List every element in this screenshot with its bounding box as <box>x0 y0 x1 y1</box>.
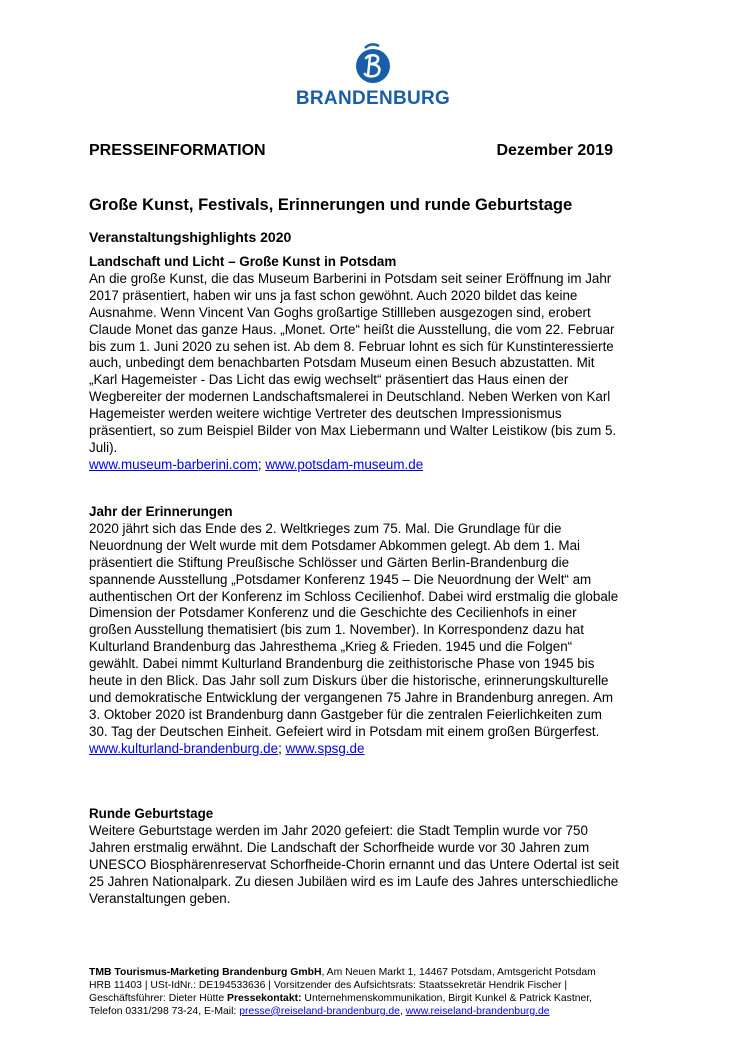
section-links <box>89 741 619 758</box>
section-links <box>89 457 619 474</box>
section-body: An die große Kunst, die das Museum Barberini in Potsdam seit seiner Eröffnung im Jahr 2017 präsentiert, haben wir uns ja fast schon gewöhnt. Auch 2020 bildet das keine Ausnahme. Wenn Vincent Van Goghs großartige Stillleben ausgezogen sind, erobert Claude Monet das ganze Haus. „Monet. Orte“ heißt die Ausstellung, die vom 22. Februar bis zum 1. Juni 2020 zu sehen ist. Ab dem 8. Februar lohnt es sich für Kunstinteressierte auch, unbedingt dem benachbarten Potsdam Museum einen Besuch abzustatten. Mit „Karl Hagemeister - Das Licht das ewig wechselt“ präsentiert das Haus einen der Wegbereiter der modernen Landschaftsmalerei in Deutschland. Neben Werken von Karl Hagemeister werden weitere wichtige Vertreter des deutschen Impressionismus präsentiert, so zum Beispiel Bilder von Max Liebermann und Walter Leistikow (bis zum 5. Juli). <box>89 270 617 455</box>
footer-contact-label: Pressekontakt: <box>227 992 302 1004</box>
document-date: Dezember 2019 <box>496 142 613 159</box>
brand-wordmark: BRANDENBURG <box>295 88 451 109</box>
page-title: Große Kunst, Festivals, Erinnerungen und runde Geburtstage <box>89 196 573 214</box>
potsdam-museum-link[interactable]: www.potsdam-museum.de <box>265 456 424 472</box>
footer-website-link[interactable]: www.reiseland-brandenburg.de <box>405 1005 550 1017</box>
section-heading: Jahr der Erinnerungen <box>89 504 233 519</box>
footer-separator: , <box>399 1005 406 1017</box>
museum-barberini-link[interactable]: www.museum-barberini.com <box>89 456 258 472</box>
brand-logo <box>0 40 746 110</box>
document-label: PRESSEINFORMATION <box>89 142 266 159</box>
section-heading: Runde Geburtstage <box>89 806 214 821</box>
link-separator: ; <box>278 740 286 756</box>
footer-company: TMB Tourismus-Marketing Brandenburg GmbH <box>89 967 322 978</box>
section-landschaft <box>89 254 619 474</box>
footer-email-link[interactable]: presse@reiseland-brandenburg.de <box>239 1005 400 1017</box>
spsg-link[interactable]: www.spsg.de <box>285 740 365 756</box>
section-body: 2020 jährt sich das Ende des 2. Weltkrieges zum 75. Mal. Die Grundlage für die Neuordnung der Welt wurde mit dem Potsdamer Abkommen gelegt. Ab dem 1. Mai präsentiert die Stiftung Preußische Schlösser und Gärten Berlin-Brandenburg die spannende Ausstellung „Potsdamer Konferenz 1945 – Die Neuordnung der Welt“ am authentischen Ort der Konferenz im Schloss Cecilienhof. Dabei wird erstmalig die globale Dimension der Potsdamer Konferenz und die Geschichte des Cecilienhofs in einer großen Ausstellung thematisiert (bis zum 1. November). In Korrespondenz dazu hat Kulturland Brandenburg das Jahresthema „Krieg & Frieden. 1945 und die Folgen“ gewählt. Dabei nimmt Kulturland Brandenburg die zeithistorische Phase von 1945 bis heute in den Blick. Das Jahr soll zum Diskurs über die historische, erinnerungskulturelle und demokratische Entwicklung der vergangenen 75 Jahre in Brandenburg anregen. Am 3. Oktober 2020 ist Brandenburg dann Gastgeber für die zentralen Feierlichkeiten zum 30. Tag der Deutschen Einheit. Gefeiert wird in Potsdam mit einem großen Bürgerfest. <box>89 520 619 739</box>
section-geburtstage <box>89 806 619 907</box>
section-heading: Landschaft und Licht – Große Kunst in Potsdam <box>89 254 397 269</box>
footer-contact: Unternehmenskommunikation, Birgit Kunkel & Patrick Kastner, Telefon 0331/298 73-24, E-Mail: <box>89 992 593 1017</box>
document-header <box>89 142 613 160</box>
kulturland-link[interactable]: www.kulturland-brandenburg.de <box>89 740 279 756</box>
page-subtitle: Veranstaltungshighlights 2020 <box>89 229 292 245</box>
page-footer <box>89 967 619 1019</box>
footer-address: , Am Neuen Markt 1, 14467 Potsdam, Amtsgericht Potsdam HRB 11403 | USt-IdNr.: DE194533636 | Vorsitzender des Aufsichtsrats: Staatssekretär Hendrik Fischer | Geschäftsführer: Dieter Hütte <box>89 967 596 1004</box>
link-separator: ; <box>257 456 266 472</box>
section-body: Weitere Geburtstage werden im Jahr 2020 gefeiert: die Stadt Templin wurde vor 750 Jahren erstmalig erwähnt. Die Landschaft der Schorfheide wurde vor 30 Jahren zum UNESCO Biosphärenreservat Schorfheide-Chorin ernannt und das Untere Odertal ist seit 25 Jahren Nationalpark. Zu diesen Jubiläen wird es im Laufe des Jahres unterschiedliche Veranstaltungen geben. <box>89 822 619 906</box>
brandenburg-mark-icon <box>353 40 393 86</box>
section-erinnerungen <box>89 504 619 758</box>
